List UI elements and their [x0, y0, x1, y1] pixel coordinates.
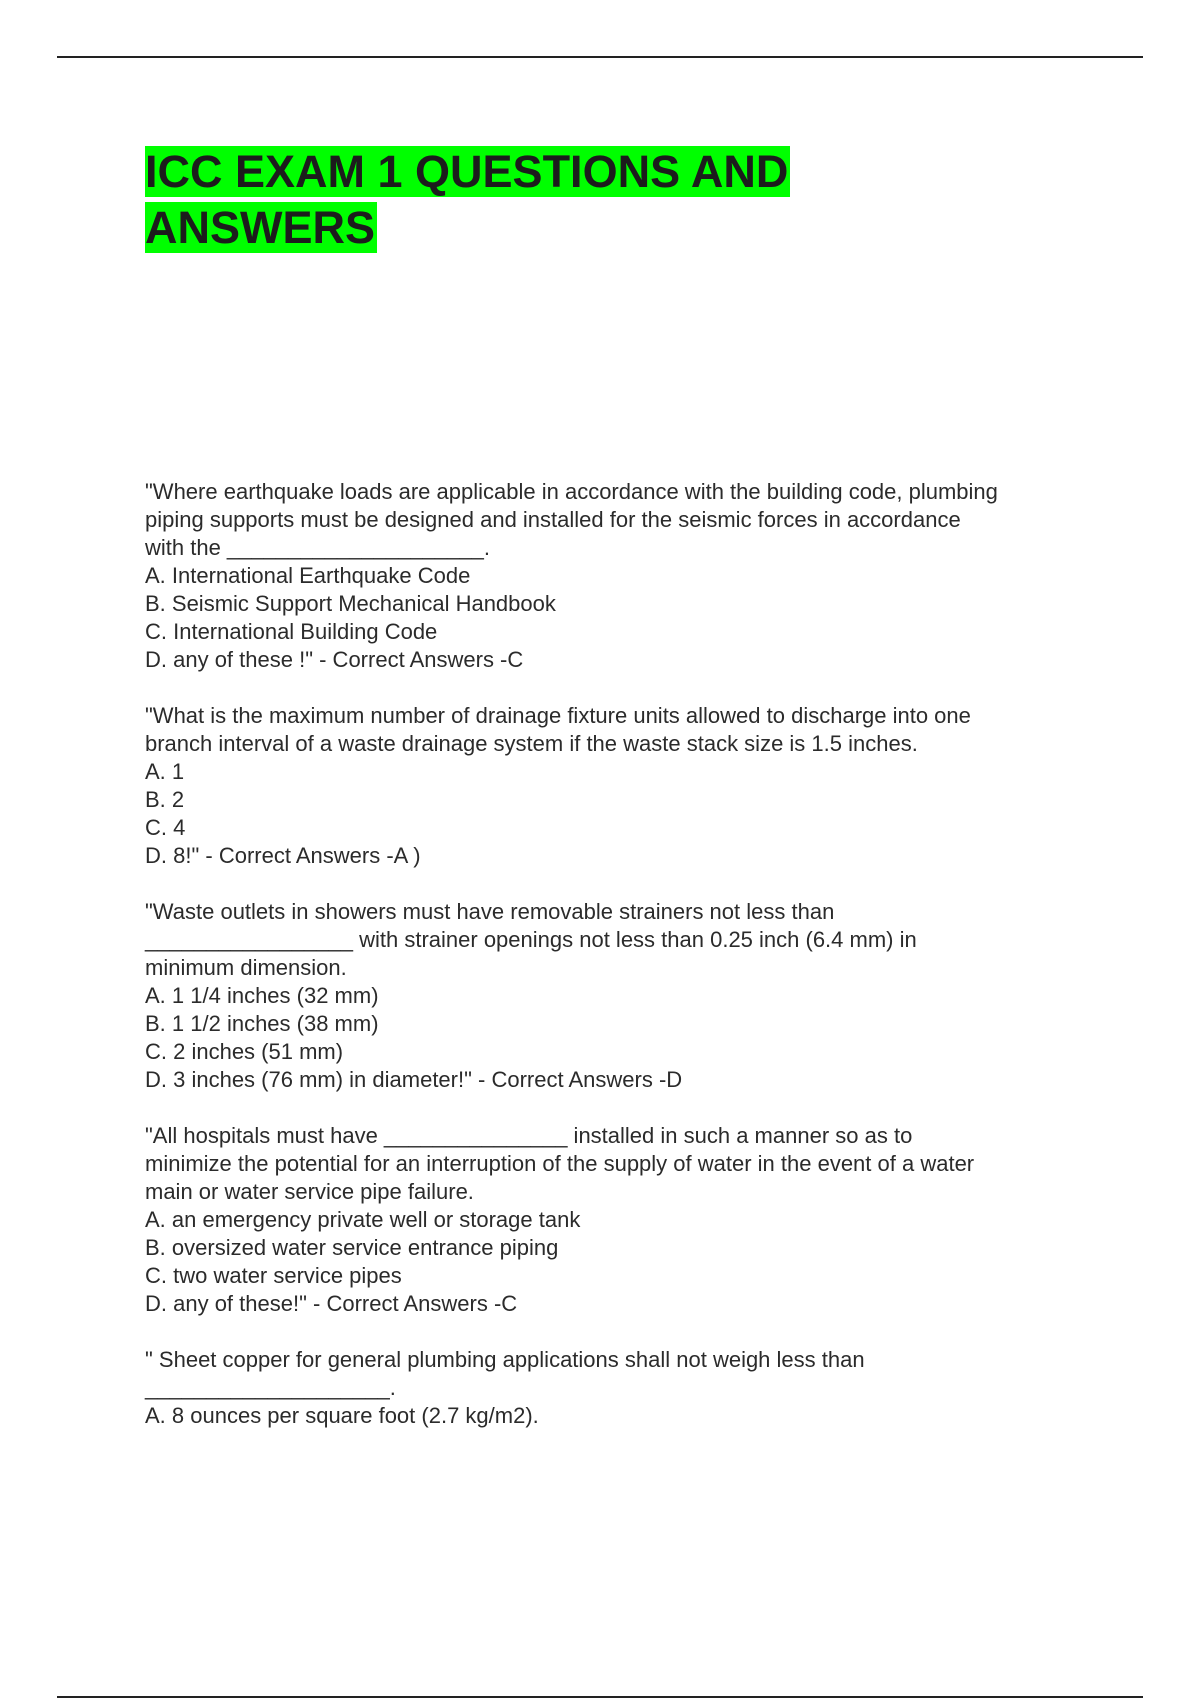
- title-line-1: ICC EXAM 1 QUESTIONS AND: [145, 146, 789, 197]
- question-3: [145, 898, 1105, 1094]
- answer-option: A. an emergency private well or storage tank: [145, 1207, 581, 1232]
- question-text-line: with the _____________________.: [145, 535, 490, 560]
- answer-option: B. 1 1/2 inches (38 mm): [145, 1011, 379, 1036]
- title-line-2: ANSWERS: [145, 202, 376, 253]
- answer-option: C. 4: [145, 815, 186, 840]
- question-text-line: "What is the maximum number of drainage fixture units allowed to discharge into one: [145, 703, 971, 728]
- question-list: [145, 478, 1105, 1458]
- question-4: [145, 1122, 1105, 1318]
- answer-option: B. Seismic Support Mechanical Handbook: [145, 591, 556, 616]
- question-text-line: minimum dimension.: [145, 955, 347, 980]
- answer-option-with-correct-answer: D. any of these!" - Correct Answers -C: [145, 1291, 518, 1316]
- question-text-line: " Sheet copper for general plumbing applications shall not weigh less than: [145, 1347, 865, 1372]
- answer-option: A. 1: [145, 759, 185, 784]
- document-title: [145, 144, 905, 256]
- answer-option: B. 2: [145, 787, 185, 812]
- question-text-line: "All hospitals must have _______________ installed in such a manner so as to: [145, 1123, 913, 1148]
- bottom-rule: [57, 1696, 1143, 1698]
- answer-option: B. oversized water service entrance piping: [145, 1235, 559, 1260]
- answer-option: C. International Building Code: [145, 619, 438, 644]
- answer-option-with-correct-answer: D. any of these !" - Correct Answers -C: [145, 647, 524, 672]
- question-text-line: minimize the potential for an interruption of the supply of water in the event of a water: [145, 1151, 975, 1176]
- answer-option: A. 8 ounces per square foot (2.7 kg/m2).: [145, 1403, 539, 1428]
- question-text-line: ____________________.: [145, 1375, 396, 1400]
- answer-option-with-correct-answer: D. 3 inches (76 mm) in diameter!" - Correct Answers -D: [145, 1067, 683, 1092]
- top-rule: [57, 56, 1143, 58]
- question-5: [145, 1346, 1105, 1430]
- question-2: [145, 702, 1105, 870]
- question-text-line: _________________ with strainer openings not less than 0.25 inch (6.4 mm) in: [145, 927, 917, 952]
- answer-option: A. International Earthquake Code: [145, 563, 471, 588]
- question-text-line: piping supports must be designed and installed for the seismic forces in accordance: [145, 507, 961, 532]
- question-text-line: "Where earthquake loads are applicable in accordance with the building code, plumbing: [145, 479, 998, 504]
- answer-option: C. 2 inches (51 mm): [145, 1039, 344, 1064]
- question-text-line: "Waste outlets in showers must have removable strainers not less than: [145, 899, 835, 924]
- question-1: [145, 478, 1105, 674]
- question-text-line: branch interval of a waste drainage system if the waste stack size is 1.5 inches.: [145, 731, 918, 756]
- answer-option: C. two water service pipes: [145, 1263, 402, 1288]
- answer-option-with-correct-answer: D. 8!" - Correct Answers -A ): [145, 843, 421, 868]
- answer-option: A. 1 1/4 inches (32 mm): [145, 983, 379, 1008]
- question-text-line: main or water service pipe failure.: [145, 1179, 474, 1204]
